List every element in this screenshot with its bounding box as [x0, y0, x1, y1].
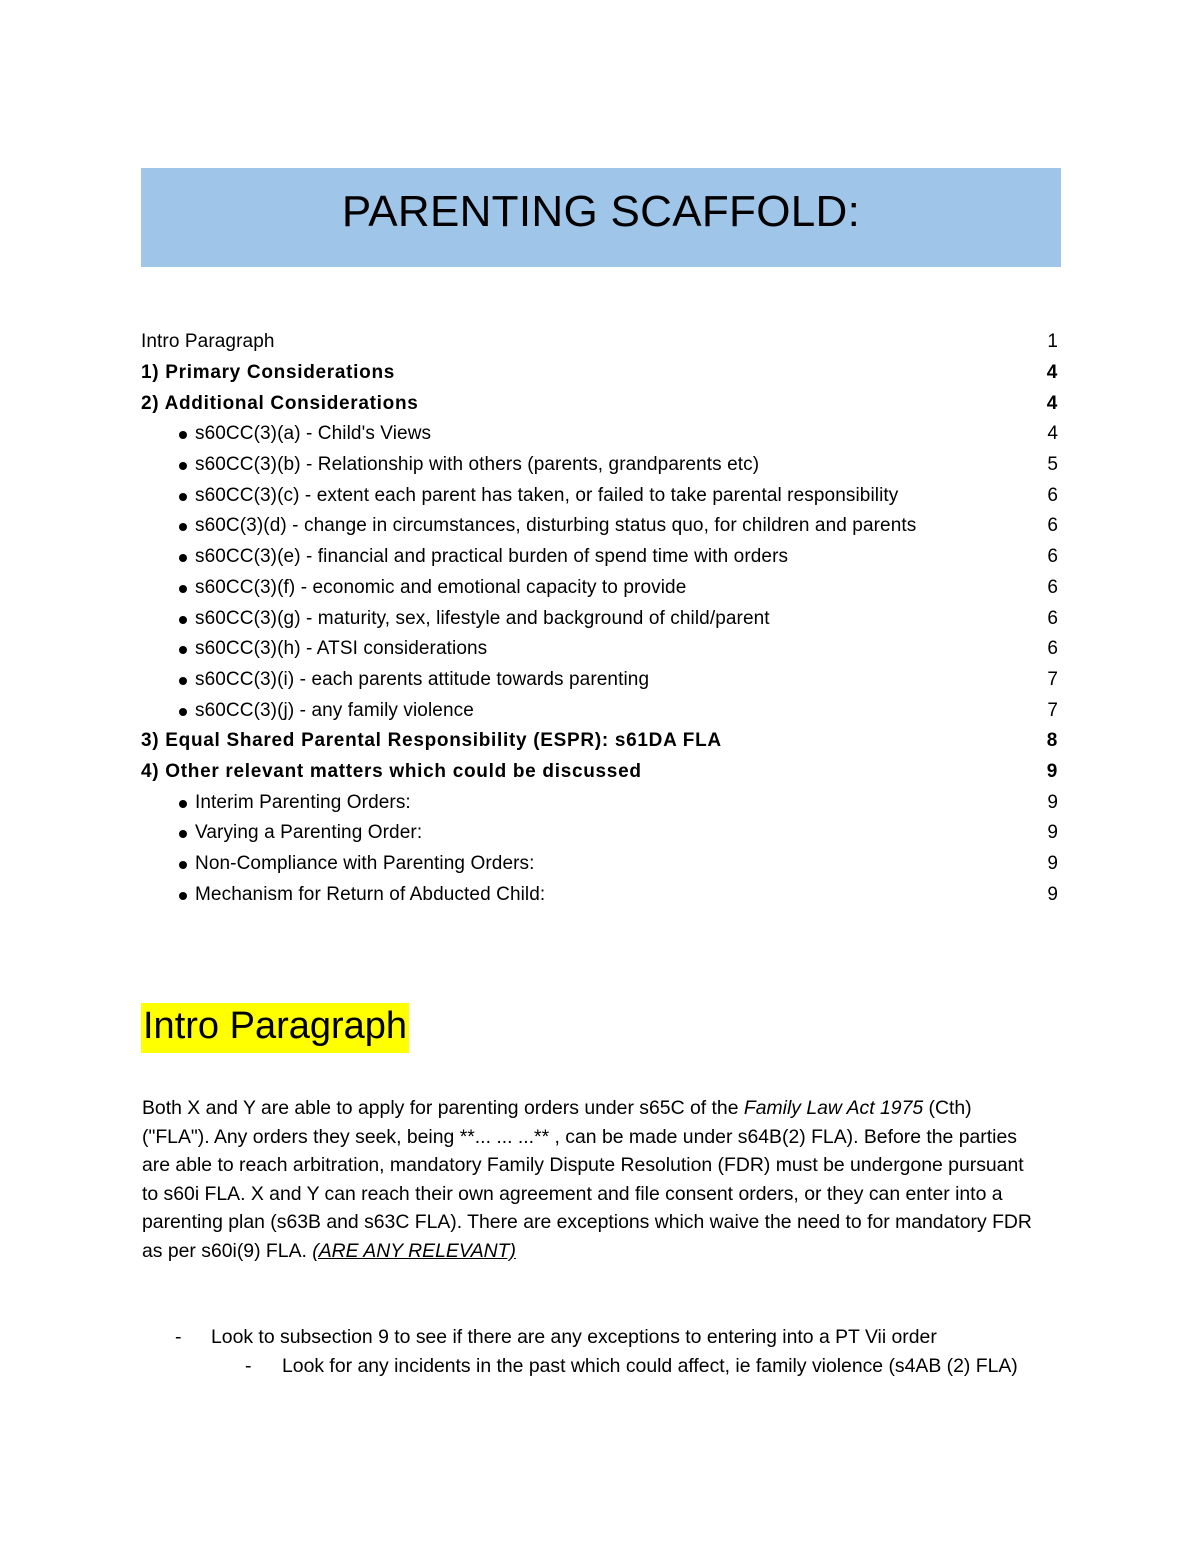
- toc-entry[interactable]: [141, 573, 1061, 604]
- toc-entry-text: s60CC(3)(e) - financial and practical burden of spend time with orders: [195, 546, 789, 568]
- toc-entry-text: 1) Primary Considerations: [141, 362, 396, 384]
- list-item: [141, 1323, 1061, 1352]
- section-heading-intro: Intro Paragraph: [141, 1003, 409, 1053]
- toc-entry[interactable]: [141, 787, 1061, 818]
- list-item-text: Look for any incidents in the past which could affect, ie family violence (s4AB (2) FLA): [282, 1354, 1018, 1377]
- toc-entry-label: [141, 485, 898, 507]
- toc-entry[interactable]: [141, 726, 1061, 757]
- toc-entry[interactable]: [141, 327, 1061, 358]
- toc-entry-label: [141, 853, 535, 875]
- intro-text-part-2: (Cth) ("FLA"). Any orders they seek, being **... ... ...** , can be made under s64B(2) FLA). Before the parties are able to reach arbitration, mandatory Family Dispute Resolution (FDR) must be undergone pursuant to s60i FLA. X and Y can reach their own agreement and file consent orders, or they can enter into a parenting plan (s63B and s63C FLA). There are exceptions which waive the need to for mandatory FDR as per s60i(9) FLA.: [142, 1097, 1032, 1262]
- toc-entry-label: [141, 515, 916, 537]
- toc-entry[interactable]: [141, 480, 1061, 511]
- toc-entry[interactable]: [141, 695, 1061, 726]
- toc-entry-label: [141, 331, 275, 353]
- toc-entry-label: [141, 362, 395, 384]
- toc-entry-text: 4) Other relevant matters which could be discussed: [141, 760, 642, 782]
- toc-entry-text: s60CC(3)(j) - any family violence: [195, 699, 474, 721]
- toc-entry-page-number: 7: [1047, 668, 1058, 690]
- toc-entry-page-number: 6: [1047, 607, 1058, 629]
- toc-entry-label: [141, 577, 686, 599]
- toc-entry[interactable]: [141, 542, 1061, 573]
- toc-entry-label: [141, 608, 770, 630]
- toc-entry-text: Intro Paragraph: [141, 331, 275, 353]
- toc-entry-page-number: 9: [1047, 883, 1058, 905]
- toc-entry-label: [141, 761, 642, 783]
- toc-entry-text: s60C(3)(d) - change in circumstances, disturbing status quo, for children and parents: [195, 515, 917, 537]
- toc-entry-text: s60CC(3)(b) - Relationship with others (parents, grandparents etc): [195, 454, 760, 476]
- toc-entry-text: Varying a Parenting Order:: [195, 822, 423, 844]
- toc-entry-page-number: 6: [1047, 576, 1058, 598]
- toc-entry-label: [141, 393, 419, 415]
- toc-entry-label: [141, 700, 474, 722]
- intro-paragraph: [142, 1094, 1042, 1266]
- toc-entry-page-number: 4: [1046, 362, 1058, 384]
- toc-entry-page-number: 5: [1047, 454, 1058, 476]
- toc-entry[interactable]: [141, 665, 1061, 696]
- intro-bullet-list: [141, 1323, 1061, 1380]
- toc-entry-page-number: 1: [1047, 331, 1058, 353]
- toc-entry-label: [141, 884, 545, 906]
- toc-entry-label: [141, 423, 431, 445]
- toc-entry-text: s60CC(3)(g) - maturity, sex, lifestyle and background of child/parent: [195, 607, 770, 629]
- list-dash-marker: -: [245, 1354, 252, 1377]
- toc-entry-page-number: 9: [1046, 760, 1058, 782]
- intro-note: (ARE ANY RELEVANT): [312, 1239, 516, 1262]
- toc-entry-label: [141, 792, 411, 814]
- toc-entry[interactable]: [141, 634, 1061, 665]
- toc-entry[interactable]: [141, 358, 1061, 389]
- toc-entry[interactable]: [141, 818, 1061, 849]
- toc-entry-label: [141, 669, 649, 691]
- toc-entry-label: [141, 730, 722, 752]
- toc-entry-page-number: 4: [1046, 392, 1058, 414]
- toc-entry-text: s60CC(3)(a) - Child's Views: [195, 423, 432, 445]
- toc-entry[interactable]: [141, 603, 1061, 634]
- toc-entry[interactable]: [141, 849, 1061, 880]
- toc-entry[interactable]: [141, 879, 1061, 910]
- toc-entry-page-number: 8: [1046, 730, 1058, 752]
- page-title: PARENTING SCAFFOLD:: [341, 186, 861, 236]
- toc-entry-page-number: 4: [1047, 423, 1058, 445]
- toc-entry-text: s60CC(3)(c) - extent each parent has taken, or failed to take parental responsibility: [195, 484, 899, 506]
- toc-entry[interactable]: [141, 450, 1061, 481]
- toc-entry-page-number: 9: [1047, 791, 1058, 813]
- toc-entry-text: s60CC(3)(f) - economic and emotional capacity to provide: [195, 576, 687, 598]
- title-banner: [141, 168, 1061, 267]
- toc-entry-text: Interim Parenting Orders:: [195, 791, 411, 813]
- toc-entry[interactable]: [141, 419, 1061, 450]
- toc-entry-page-number: 7: [1047, 699, 1058, 721]
- toc-entry-text: s60CC(3)(h) - ATSI considerations: [195, 638, 488, 660]
- act-name: Family Law Act 1975: [743, 1097, 924, 1119]
- table-of-contents: [141, 327, 1061, 910]
- toc-entry-page-number: 9: [1047, 853, 1058, 875]
- toc-entry-page-number: 6: [1047, 638, 1058, 660]
- toc-entry[interactable]: [141, 511, 1061, 542]
- toc-entry-text: 3) Equal Shared Parental Responsibility (ESPR): s61DA FLA: [141, 730, 722, 752]
- toc-entry-text: s60CC(3)(i) - each parents attitude towards parenting: [195, 668, 650, 690]
- toc-entry-page-number: 6: [1047, 484, 1058, 506]
- toc-entry-page-number: 9: [1047, 822, 1058, 844]
- toc-entry-text: 2) Additional Considerations: [141, 392, 419, 414]
- intro-text-part-1: Both X and Y are able to apply for parenting orders under s65C of the: [142, 1097, 744, 1119]
- list-dash-marker: -: [175, 1326, 182, 1348]
- toc-entry-page-number: 6: [1047, 515, 1058, 537]
- toc-entry[interactable]: [141, 757, 1061, 788]
- toc-entry-page-number: 6: [1047, 546, 1058, 568]
- toc-entry-label: [141, 822, 422, 844]
- toc-entry-text: Mechanism for Return of Abducted Child:: [195, 883, 546, 905]
- list-item: [141, 1352, 1061, 1381]
- toc-entry-label: [141, 454, 759, 476]
- toc-entry-label: [141, 546, 788, 568]
- toc-entry[interactable]: [141, 388, 1061, 419]
- toc-entry-text: Non-Compliance with Parenting Orders:: [195, 853, 535, 875]
- list-item-text: Look to subsection 9 to see if there are any exceptions to entering into a PT Vii order: [211, 1326, 937, 1348]
- toc-entry-label: [141, 638, 487, 660]
